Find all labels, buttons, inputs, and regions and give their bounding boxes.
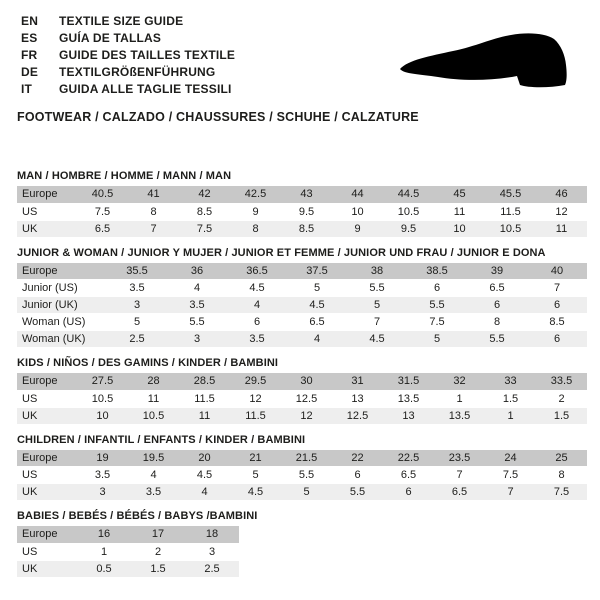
language-code: EN bbox=[21, 13, 39, 28]
size-value-cell: 13 bbox=[332, 390, 383, 407]
size-value-cell: 5.5 bbox=[407, 297, 467, 314]
section-title: JUNIOR & WOMAN / JUNIOR Y MUJER / JUNIOR ET FEMME / JUNIOR UND FRAU / JUNIOR E DONA bbox=[17, 246, 546, 259]
size-value-cell: 8 bbox=[536, 467, 587, 484]
size-value-cell: 3.5 bbox=[167, 297, 227, 314]
size-value-cell: 10.5 bbox=[485, 220, 536, 237]
table-row bbox=[17, 390, 587, 407]
table-row bbox=[17, 331, 587, 348]
table-row bbox=[17, 560, 239, 577]
size-value-cell: 1.5 bbox=[131, 560, 185, 577]
size-value-cell: 5 bbox=[107, 314, 167, 331]
size-value-cell: 22 bbox=[332, 450, 383, 467]
size-value-cell: 32 bbox=[434, 373, 485, 390]
size-value-cell: 31.5 bbox=[383, 373, 434, 390]
size-value-cell: 3.5 bbox=[227, 331, 287, 348]
row-label: Europe bbox=[17, 263, 107, 280]
size-value-cell: 10 bbox=[332, 203, 383, 220]
size-value-cell: 38 bbox=[347, 263, 407, 280]
size-value-cell: 3 bbox=[167, 331, 227, 348]
size-value-cell: 5.5 bbox=[467, 331, 527, 348]
size-value-cell: 13.5 bbox=[383, 390, 434, 407]
language-title: GUIDE DES TAILLES TEXTILE bbox=[59, 47, 236, 62]
row-label: UK bbox=[17, 407, 77, 424]
size-value-cell: 36 bbox=[167, 263, 227, 280]
row-label: US bbox=[17, 390, 77, 407]
section-title: KIDS / NIÑOS / DES GAMINS / KINDER / BAMBINI bbox=[17, 357, 279, 369]
size-value-cell: 1 bbox=[434, 390, 485, 407]
row-label: Woman (US) bbox=[17, 314, 107, 331]
table-row bbox=[17, 280, 587, 297]
size-value-cell: 18 bbox=[185, 526, 239, 543]
size-value-cell: 5.5 bbox=[281, 467, 332, 484]
size-value-cell: 17 bbox=[131, 526, 185, 543]
size-value-cell: 11.5 bbox=[485, 203, 536, 220]
size-value-cell: 1 bbox=[485, 407, 536, 424]
size-value-cell: 2.5 bbox=[185, 560, 239, 577]
size-value-cell: 7.5 bbox=[485, 467, 536, 484]
size-value-cell: 7.5 bbox=[407, 314, 467, 331]
size-value-cell: 9.5 bbox=[281, 203, 332, 220]
size-value-cell: 7 bbox=[527, 280, 587, 297]
size-value-cell: 6 bbox=[227, 314, 287, 331]
size-value-cell: 5 bbox=[347, 297, 407, 314]
size-value-cell: 4 bbox=[287, 331, 347, 348]
size-value-cell: 42 bbox=[179, 186, 230, 203]
size-value-cell: 12 bbox=[281, 407, 332, 424]
table-row bbox=[17, 526, 239, 543]
size-value-cell: 0.5 bbox=[77, 560, 131, 577]
row-label: Europe bbox=[17, 373, 77, 390]
size-value-cell: 29.5 bbox=[230, 373, 281, 390]
size-table bbox=[17, 450, 587, 502]
language-code: ES bbox=[21, 30, 38, 45]
size-value-cell: 45 bbox=[434, 186, 485, 203]
table-row bbox=[17, 450, 587, 467]
size-value-cell: 6 bbox=[467, 297, 527, 314]
size-value-cell: 6 bbox=[332, 467, 383, 484]
size-value-cell: 10.5 bbox=[77, 390, 128, 407]
size-value-cell: 9 bbox=[230, 203, 281, 220]
size-value-cell: 7.5 bbox=[179, 220, 230, 237]
size-value-cell: 6.5 bbox=[434, 484, 485, 501]
size-value-cell: 3.5 bbox=[77, 467, 128, 484]
table-row bbox=[17, 373, 587, 390]
size-value-cell: 3 bbox=[185, 543, 239, 560]
size-table-section bbox=[17, 357, 600, 425]
size-value-cell: 4.5 bbox=[347, 331, 407, 348]
size-value-cell: 35.5 bbox=[107, 263, 167, 280]
size-value-cell: 2.5 bbox=[107, 331, 167, 348]
size-value-cell: 41 bbox=[128, 186, 179, 203]
size-value-cell: 8.5 bbox=[281, 220, 332, 237]
language-title: GUIDA ALLE TAGLIE TESSILI bbox=[59, 81, 232, 96]
size-value-cell: 8 bbox=[230, 220, 281, 237]
size-value-cell: 5.5 bbox=[167, 314, 227, 331]
size-value-cell: 6.5 bbox=[77, 220, 128, 237]
size-value-cell: 10 bbox=[434, 220, 485, 237]
size-value-cell: 6 bbox=[527, 297, 587, 314]
size-value-cell: 7 bbox=[347, 314, 407, 331]
size-value-cell: 5.5 bbox=[332, 484, 383, 501]
size-value-cell: 7 bbox=[434, 467, 485, 484]
table-row bbox=[17, 297, 587, 314]
size-value-cell: 12.5 bbox=[332, 407, 383, 424]
size-table-section bbox=[17, 510, 600, 578]
language-row-en bbox=[17, 12, 600, 29]
size-table bbox=[17, 263, 587, 349]
size-value-cell: 8 bbox=[467, 314, 527, 331]
size-value-cell: 21 bbox=[230, 450, 281, 467]
row-label: Junior (US) bbox=[17, 280, 107, 297]
row-label: Europe bbox=[17, 186, 77, 203]
size-value-cell: 10.5 bbox=[128, 407, 179, 424]
size-value-cell: 6 bbox=[527, 331, 587, 348]
size-value-cell: 22.5 bbox=[383, 450, 434, 467]
size-value-cell: 43 bbox=[281, 186, 332, 203]
size-value-cell: 5 bbox=[407, 331, 467, 348]
size-value-cell: 5 bbox=[281, 484, 332, 501]
size-value-cell: 4 bbox=[167, 280, 227, 297]
size-value-cell: 12.5 bbox=[281, 390, 332, 407]
size-value-cell: 11 bbox=[536, 220, 587, 237]
size-value-cell: 11.5 bbox=[230, 407, 281, 424]
size-value-cell: 28.5 bbox=[179, 373, 230, 390]
size-table bbox=[17, 526, 239, 578]
row-label: Woman (UK) bbox=[17, 331, 107, 348]
language-title: GUÍA DE TALLAS bbox=[59, 30, 162, 45]
row-label: UK bbox=[17, 220, 77, 237]
table-row bbox=[17, 263, 587, 280]
size-table-section bbox=[17, 170, 600, 238]
size-value-cell: 11 bbox=[434, 203, 485, 220]
category-title: FOOTWEAR / CALZADO / CHAUSSURES / SCHUHE / CALZATURE bbox=[17, 110, 419, 124]
size-value-cell: 3.5 bbox=[128, 484, 179, 501]
section-title: CHILDREN / INFANTIL / ENFANTS / KINDER / BAMBINI bbox=[17, 433, 306, 446]
size-value-cell: 6.5 bbox=[383, 467, 434, 484]
size-value-cell: 23.5 bbox=[434, 450, 485, 467]
size-value-cell: 4 bbox=[128, 467, 179, 484]
size-value-cell: 39 bbox=[467, 263, 527, 280]
size-value-cell: 2 bbox=[536, 390, 587, 407]
language-title: TEXTILE SIZE GUIDE bbox=[59, 13, 184, 28]
size-value-cell: 1 bbox=[77, 543, 131, 560]
size-value-cell: 4.5 bbox=[179, 467, 230, 484]
size-value-cell: 27.5 bbox=[77, 373, 128, 390]
size-value-cell: 11.5 bbox=[179, 390, 230, 407]
size-value-cell: 37.5 bbox=[287, 263, 347, 280]
row-label: UK bbox=[17, 484, 77, 501]
language-title: TEXTILGRÖßENFÜHRUNG bbox=[59, 64, 216, 79]
size-value-cell: 21.5 bbox=[281, 450, 332, 467]
table-row bbox=[17, 220, 587, 237]
size-value-cell: 2 bbox=[131, 543, 185, 560]
table-row bbox=[17, 314, 587, 331]
size-tables-container bbox=[17, 170, 600, 578]
size-value-cell: 33.5 bbox=[536, 373, 587, 390]
size-value-cell: 9 bbox=[332, 220, 383, 237]
size-value-cell: 24 bbox=[485, 450, 536, 467]
size-value-cell: 9.5 bbox=[383, 220, 434, 237]
size-value-cell: 4 bbox=[227, 297, 287, 314]
size-value-cell: 6.5 bbox=[287, 314, 347, 331]
size-value-cell: 5 bbox=[287, 280, 347, 297]
size-value-cell: 3 bbox=[107, 297, 167, 314]
row-label: US bbox=[17, 203, 77, 220]
row-label: US bbox=[17, 543, 77, 560]
row-label: US bbox=[17, 467, 77, 484]
size-value-cell: 13 bbox=[383, 407, 434, 424]
size-table bbox=[17, 186, 587, 238]
language-code: DE bbox=[21, 64, 39, 79]
language-code: FR bbox=[21, 47, 38, 62]
row-label: UK bbox=[17, 560, 77, 577]
size-value-cell: 42.5 bbox=[230, 186, 281, 203]
size-value-cell: 40 bbox=[527, 263, 587, 280]
size-value-cell: 7.5 bbox=[77, 203, 128, 220]
size-value-cell: 1.5 bbox=[485, 390, 536, 407]
size-table bbox=[17, 373, 587, 425]
size-value-cell: 13.5 bbox=[434, 407, 485, 424]
row-label: Junior (UK) bbox=[17, 297, 107, 314]
dress-shoe-icon bbox=[396, 30, 572, 94]
size-value-cell: 4.5 bbox=[287, 297, 347, 314]
size-value-cell: 19 bbox=[77, 450, 128, 467]
size-value-cell: 4.5 bbox=[227, 280, 287, 297]
size-value-cell: 8.5 bbox=[527, 314, 587, 331]
row-label: Europe bbox=[17, 526, 77, 543]
size-value-cell: 7 bbox=[128, 220, 179, 237]
size-value-cell: 4 bbox=[179, 484, 230, 501]
size-value-cell: 45.5 bbox=[485, 186, 536, 203]
size-value-cell: 11 bbox=[128, 390, 179, 407]
table-row bbox=[17, 467, 587, 484]
size-value-cell: 3.5 bbox=[107, 280, 167, 297]
size-value-cell: 25 bbox=[536, 450, 587, 467]
size-value-cell: 6 bbox=[383, 484, 434, 501]
size-value-cell: 33 bbox=[485, 373, 536, 390]
table-row bbox=[17, 203, 587, 220]
table-row bbox=[17, 543, 239, 560]
size-value-cell: 6.5 bbox=[467, 280, 527, 297]
size-value-cell: 20 bbox=[179, 450, 230, 467]
size-value-cell: 10 bbox=[77, 407, 128, 424]
size-value-cell: 44.5 bbox=[383, 186, 434, 203]
size-value-cell: 7.5 bbox=[536, 484, 587, 501]
table-row bbox=[17, 186, 587, 203]
section-title: BABIES / BEBÉS / BÉBÉS / BABYS /BAMBINI bbox=[17, 510, 258, 522]
row-label: Europe bbox=[17, 450, 77, 467]
size-value-cell: 12 bbox=[230, 390, 281, 407]
size-value-cell: 5.5 bbox=[347, 280, 407, 297]
size-value-cell: 10.5 bbox=[383, 203, 434, 220]
size-value-cell: 7 bbox=[485, 484, 536, 501]
size-value-cell: 36.5 bbox=[227, 263, 287, 280]
size-value-cell: 5 bbox=[230, 467, 281, 484]
size-value-cell: 30 bbox=[281, 373, 332, 390]
language-code: IT bbox=[21, 81, 33, 96]
size-table-section bbox=[17, 434, 600, 502]
size-value-cell: 46 bbox=[536, 186, 587, 203]
section-title: MAN / HOMBRE / HOMME / MANN / MAN bbox=[17, 170, 232, 182]
size-value-cell: 16 bbox=[77, 526, 131, 543]
size-value-cell: 44 bbox=[332, 186, 383, 203]
size-value-cell: 11 bbox=[179, 407, 230, 424]
size-value-cell: 3 bbox=[77, 484, 128, 501]
size-value-cell: 8 bbox=[128, 203, 179, 220]
table-row bbox=[17, 484, 587, 501]
table-row bbox=[17, 407, 587, 424]
size-value-cell: 40.5 bbox=[77, 186, 128, 203]
size-value-cell: 8.5 bbox=[179, 203, 230, 220]
size-value-cell: 28 bbox=[128, 373, 179, 390]
size-table-section bbox=[17, 247, 600, 349]
size-value-cell: 1.5 bbox=[536, 407, 587, 424]
size-value-cell: 12 bbox=[536, 203, 587, 220]
size-value-cell: 31 bbox=[332, 373, 383, 390]
size-value-cell: 4.5 bbox=[230, 484, 281, 501]
size-value-cell: 38.5 bbox=[407, 263, 467, 280]
size-value-cell: 19.5 bbox=[128, 450, 179, 467]
size-value-cell: 6 bbox=[407, 280, 467, 297]
